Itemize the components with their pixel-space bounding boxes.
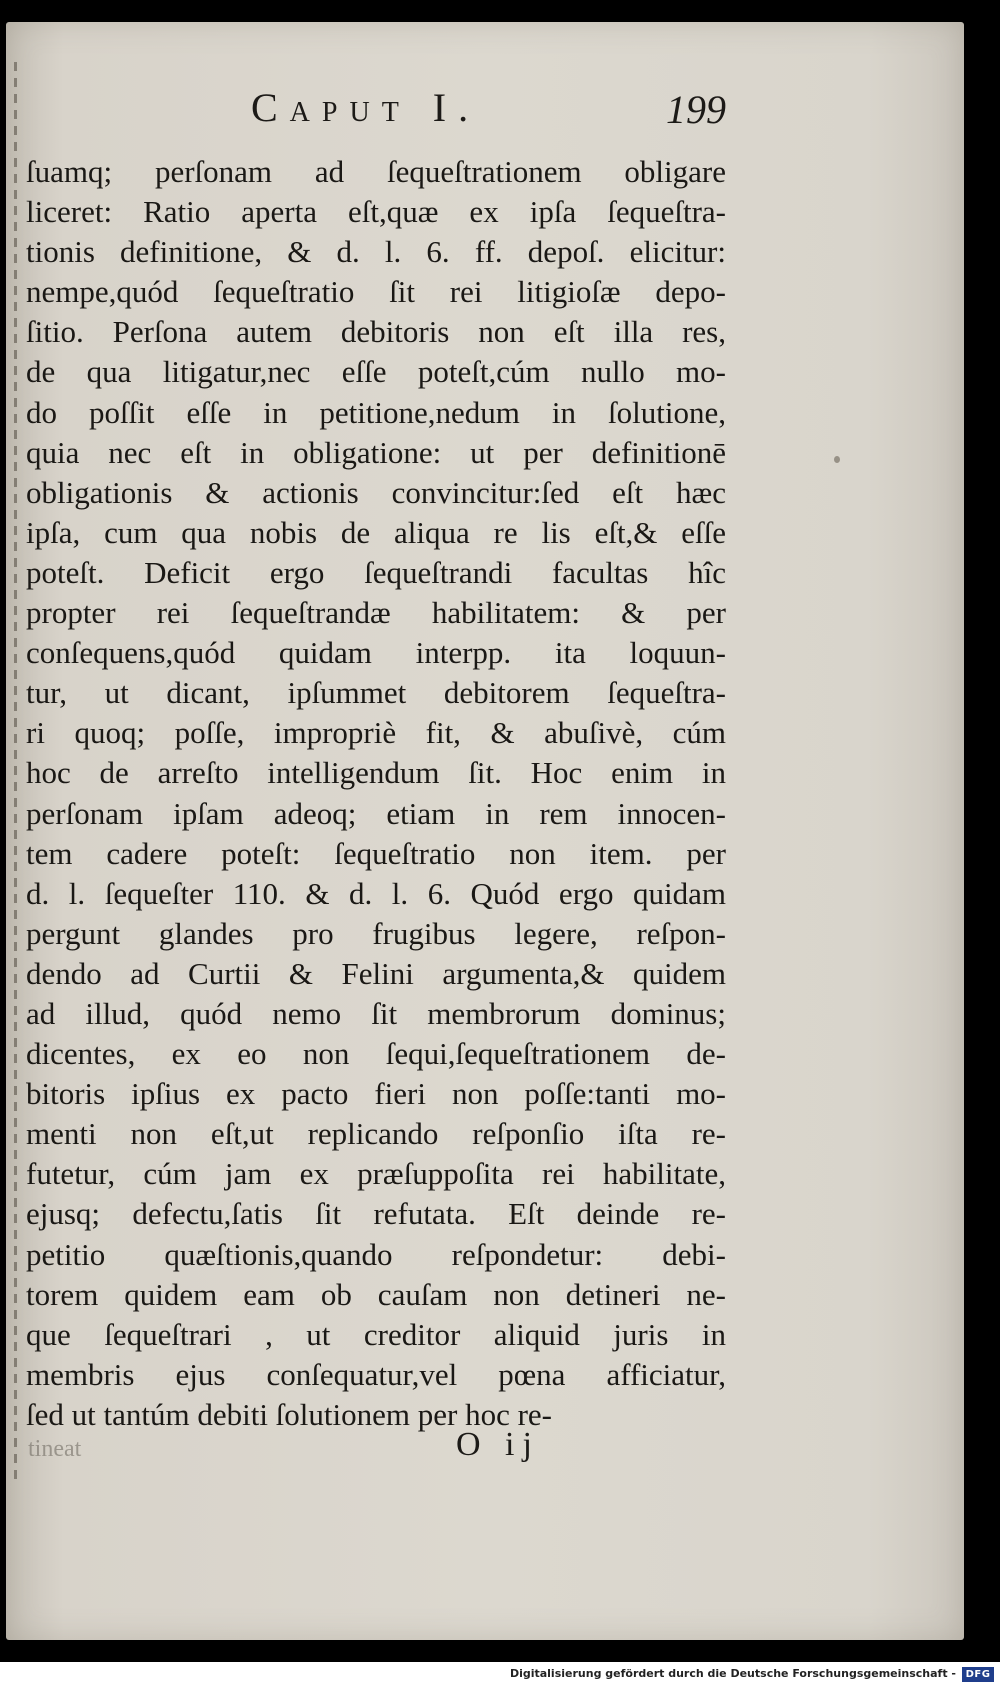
dfg-logo: DFG	[962, 1667, 994, 1682]
text-line: futetur, cúm jam ex præſuppoſita rei habilitate,	[26, 1156, 726, 1192]
running-head: Caput I.	[251, 85, 481, 130]
text-line: do poſſit eſſe in petitione,nedum in ſolutione,	[26, 394, 726, 430]
text-line: tur, ut dicant, ipſummet debitorem ſequeſtra-	[26, 675, 726, 711]
text-line: dendo ad Curtii & Felini argumenta,& quidem	[26, 955, 726, 991]
text-line: ſitio. Perſona autem debitoris non eſt illa res,	[26, 314, 726, 350]
page-number: 199	[666, 87, 726, 132]
text-line: torem quidem eam ob cauſam non detineri ne-	[26, 1276, 726, 1312]
text-line: ſuamq; perſonam ad ſequeſtrationem obligare	[26, 154, 726, 189]
text-line: propter rei ſequeſtrandæ habilitatem: & per	[26, 595, 726, 631]
binding-gutter	[14, 62, 17, 1482]
text-line: poteſt. Deficit ergo ſequeſtrandi facultas hîc	[26, 554, 726, 590]
text-line: nempe,quód ſequeſtratio ſit rei litigioſæ depo-	[26, 274, 726, 310]
digitization-credit-bar	[0, 1662, 1000, 1688]
body-text	[26, 152, 726, 1435]
text-line: dicentes, ex eo non ſequi,ſequeſtrationem de-	[26, 1036, 726, 1072]
text-line: petitio quæſtionis,quando reſpondetur: debi-	[26, 1236, 726, 1272]
text-line: menti non eſt,ut replicando reſponſio iſta re-	[26, 1116, 726, 1152]
paper-speck	[834, 456, 840, 463]
text-line: tionis definitione, & d. l. 6. ff. depoſ. elicitur:	[26, 234, 726, 270]
text-line: membris ejus conſequatur,vel pœna afficiatur,	[26, 1356, 726, 1392]
scanned-page	[6, 22, 964, 1640]
text-line: quia nec eſt in obligatione: ut per definitionē	[26, 434, 726, 470]
text-line: ad illud, quód nemo ſit membrorum dominus;	[26, 995, 726, 1031]
text-line: tem cadere poteſt: ſequeſtratio non item. per	[26, 835, 726, 871]
digitization-credit: Digitalisierung gefördert durch die Deutsche Forschungsgemeinschaft -	[509, 1667, 956, 1680]
page-header	[6, 84, 964, 140]
text-line: ipſa, cum qua nobis de aliqua re lis eſt,& eſſe	[26, 514, 726, 550]
text-line: ſed ut tantúm debiti ſolutionem per hoc re-	[26, 1396, 553, 1432]
text-line: bitoris ipſius ex pacto fieri non poſſe:tanti mo-	[26, 1076, 726, 1112]
text-line: obligationis & actionis convincitur:ſed eſt hæc	[26, 474, 726, 510]
text-line: liceret: Ratio aperta eſt,quæ ex ipſa ſequeſtra-	[26, 194, 726, 230]
text-line: ri quoq; poſſe, impropriè fit, & abuſivè, cúm	[26, 715, 726, 751]
text-line: pergunt glandes pro frugibus legere, reſpon-	[26, 915, 726, 951]
text-line: d. l. ſequeſter 110. & d. l. 6. Quód ergo quidam	[26, 875, 726, 911]
text-line: que ſequeſtrari , ut creditor aliquid juris in	[26, 1316, 726, 1352]
text-line: hoc de arreſto intelligendum ſit. Hoc enim in	[26, 755, 726, 791]
text-line: de qua litigatur,nec eſſe poteſt,cúm nullo mo-	[26, 354, 726, 390]
text-line: perſonam ipſam adeoq; etiam in rem innocen-	[26, 795, 726, 831]
signature-mark: O ij	[456, 1426, 540, 1463]
catchword: tineat	[28, 1436, 82, 1462]
text-line: ejusq; defectu,ſatis ſit refutata. Eſt deinde re-	[26, 1196, 726, 1232]
text-line: conſequens,quód quidam interpp. ita loquun-	[26, 635, 726, 671]
